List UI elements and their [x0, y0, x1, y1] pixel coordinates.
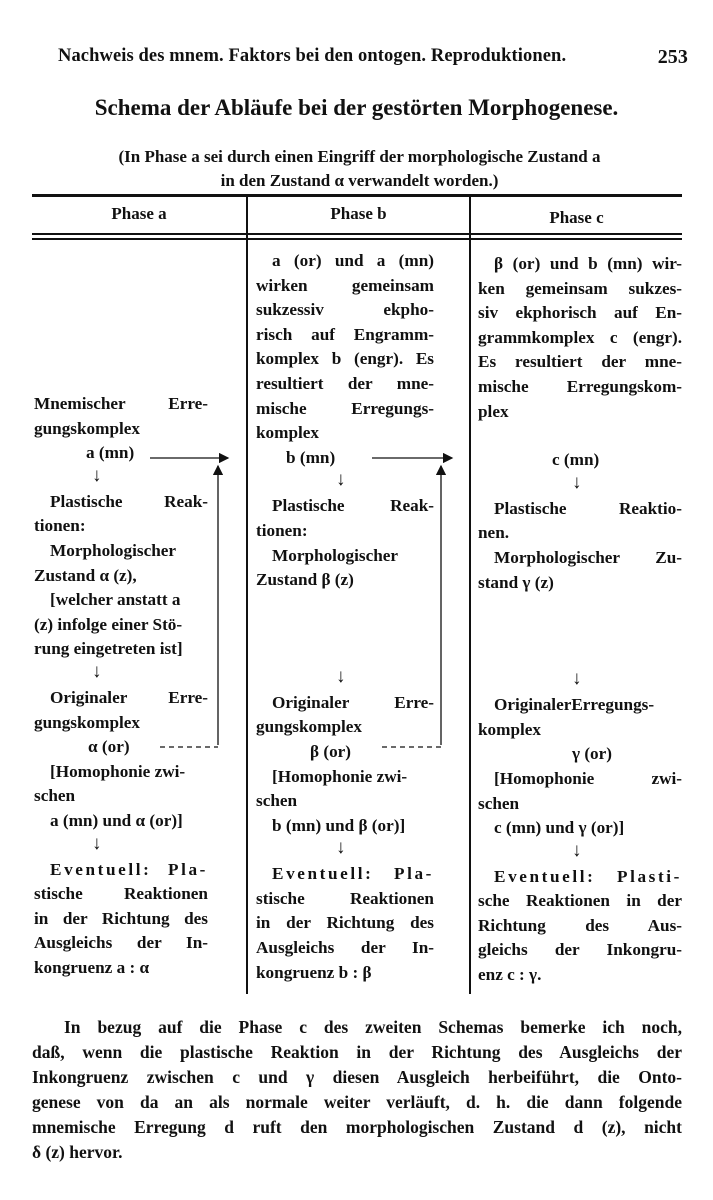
- running-head-text: Nachweis des mnem. Faktors bei den ontogen. Reproduktionen.: [58, 46, 567, 66]
- cell-line: resultiert der mne-: [256, 373, 434, 393]
- subtitle-line-2: in den Zustand α verwandelt worden.): [220, 171, 499, 190]
- cell-line: in der Richtung des: [34, 908, 208, 928]
- cell-line: Morphologischer Zu-: [494, 547, 682, 567]
- cell-line: Morphologischer: [272, 545, 399, 565]
- cell-line: schen: [34, 786, 76, 806]
- cell-line: Zustand β (z): [256, 570, 354, 590]
- cell-line: c (mn) und γ (or)]: [494, 818, 625, 838]
- cell-line: risch auf Engramm-: [256, 324, 434, 344]
- cell-line: (z) infolge einer Stö-: [34, 614, 183, 634]
- cell-line: β (or): [310, 741, 352, 761]
- down-arrow-icon: ↓: [336, 837, 346, 859]
- cell-line: OriginalerErregungs-: [494, 695, 655, 715]
- cell-line: Eventuell: Pla-: [272, 864, 434, 884]
- cell-line: Plastische Reaktio-: [494, 498, 682, 518]
- cell-line: Eventuell: Plasti-: [494, 866, 682, 886]
- cell-line: Mnemischer Erre-: [34, 394, 208, 413]
- cell-line: gleichs der Inkongru-: [478, 940, 682, 960]
- header-phase-c: Phase c: [549, 208, 604, 227]
- closing-paragraph: [32, 1015, 682, 1165]
- cell-line: [welcher anstatt a: [50, 590, 181, 610]
- cell-line: Zustand α (z),: [34, 565, 137, 585]
- cell-line: [Homophonie zwi-: [50, 761, 186, 781]
- cell-line: Morphologischer: [50, 540, 177, 560]
- cell-line: siv ekphorisch auf En-: [478, 303, 682, 323]
- column-phase-b: [256, 249, 434, 985]
- paragraph-line: daß, wenn die plastische Reaktion in der Richtung des Ausgleichs der: [32, 1042, 682, 1062]
- cell-line: Ausgleichs der In-: [34, 933, 208, 953]
- cell-line: komplex: [256, 423, 320, 443]
- cell-line: kongruenz a : α: [34, 957, 150, 977]
- cell-line: tionen:: [256, 520, 308, 540]
- header-phase-b: Phase b: [330, 204, 387, 223]
- cell-line: Ausgleichs der In-: [256, 938, 434, 958]
- down-arrow-icon: ↓: [572, 839, 582, 861]
- cell-line: Plastische Reak-: [272, 496, 434, 516]
- cell-line: ken gemeinsam sukzes-: [478, 278, 682, 298]
- paragraph-line: mnemische Erregung d ruft den morphologischen Zustand d (z), nicht: [32, 1117, 682, 1137]
- cell-line: a (mn): [86, 443, 135, 463]
- page-number: 253: [657, 46, 688, 68]
- down-arrow-icon: ↓: [92, 832, 102, 854]
- cell-line: nen.: [478, 523, 510, 543]
- subtitle-line-1: (In Phase a sei durch einen Eingriff der morphologische Zustand a: [118, 147, 601, 166]
- cell-line: β (or) und b (mn) wir-: [494, 254, 682, 273]
- cell-line: Eventuell: Pla-: [50, 859, 208, 879]
- cell-line: gungskomplex: [34, 712, 141, 732]
- cell-line: sche Reaktionen in der: [478, 891, 682, 911]
- column-phase-a: [34, 392, 208, 980]
- down-arrow-icon: ↓: [336, 665, 346, 687]
- cell-line: sukzessiv ekpho-: [256, 300, 434, 320]
- paragraph-line: genese von da an als normale weiter verläuft, d. h. die dann folgende: [32, 1092, 682, 1112]
- cell-line: [Homophonie zwi-: [272, 766, 408, 786]
- cell-line: grammkomplex c (engr).: [478, 327, 682, 347]
- cell-line: Originaler Erre-: [272, 692, 434, 712]
- down-arrow-icon: ↓: [336, 469, 346, 491]
- down-arrow-icon: ↓: [92, 660, 102, 682]
- cell-line: rung eingetreten ist]: [34, 639, 183, 659]
- cell-line: α (or): [88, 737, 130, 757]
- cell-line: mische Erregungs-: [256, 398, 434, 418]
- cell-line: enz c : γ.: [478, 965, 542, 985]
- paragraph-line: In bezug auf die Phase c des zweiten Schemas bemerke ich noch,: [64, 1017, 682, 1037]
- cell-line: Richtung des Aus-: [478, 915, 682, 935]
- cell-line: komplex: [478, 719, 542, 739]
- cell-line: γ (or): [572, 744, 613, 764]
- cell-line: kongruenz b : β: [256, 962, 372, 982]
- cell-line: Plastische Reak-: [50, 491, 208, 511]
- cell-line: komplex b (engr). Es: [256, 349, 434, 369]
- cell-line: a (mn) und α (or)]: [50, 810, 183, 830]
- cell-line: schen: [256, 791, 298, 811]
- cell-line: b (mn) und β (or)]: [272, 815, 406, 835]
- cell-line: mische Erregungskom-: [478, 376, 682, 396]
- cell-line: plex: [478, 401, 509, 421]
- paragraph-line: Inkongruenz zwischen c und γ diesen Ausgleich herbeiführt, die Onto-: [32, 1067, 682, 1087]
- header-phase-a: Phase a: [111, 204, 167, 223]
- cell-line: gungskomplex: [256, 717, 363, 737]
- cell-line: b (mn): [286, 447, 336, 467]
- cell-line: c (mn): [552, 450, 600, 470]
- cell-line: stische Reaktionen: [34, 884, 208, 904]
- schema-title: Schema der Abläufe bei der gestörten Morphogenese.: [94, 95, 619, 120]
- cell-line: Es resultiert der mne-: [478, 352, 682, 372]
- cell-line: stand γ (z): [478, 572, 554, 592]
- cell-line: stische Reaktionen: [256, 888, 434, 908]
- paragraph-line: δ (z) hervor.: [32, 1142, 123, 1162]
- cell-line: gungskomplex: [34, 418, 141, 438]
- column-phase-c: [478, 252, 682, 988]
- down-arrow-icon: ↓: [572, 471, 582, 493]
- cell-line: a (or) und a (mn): [272, 251, 434, 270]
- cell-line: tionen:: [34, 516, 86, 536]
- cell-line: wirken gemeinsam: [256, 275, 434, 295]
- down-arrow-icon: ↓: [572, 668, 582, 690]
- cell-line: in der Richtung des: [256, 913, 434, 933]
- cell-line: Originaler Erre-: [50, 687, 208, 707]
- cell-line: [Homophonie zwi-: [494, 768, 682, 788]
- down-arrow-icon: ↓: [92, 464, 102, 486]
- cell-line: schen: [478, 793, 520, 813]
